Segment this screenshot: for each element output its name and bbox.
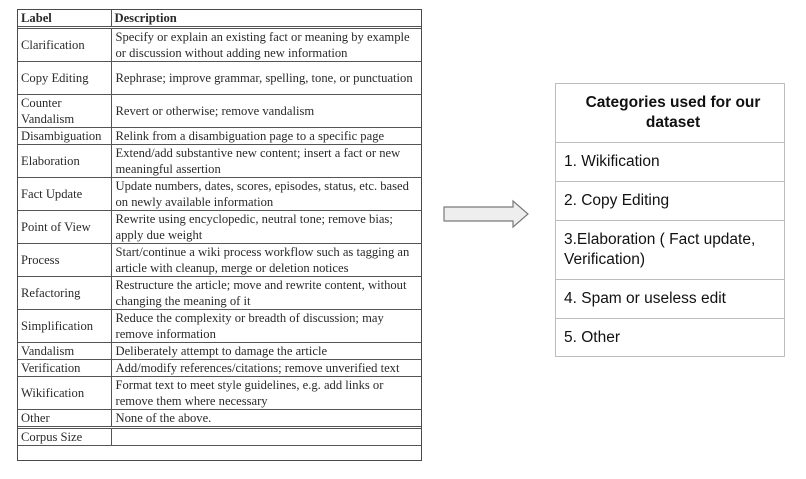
row-label: Fact Update [18, 178, 111, 211]
row-description: Relink from a disambiguation page to a specific page [111, 128, 421, 145]
row-label: Clarification [18, 28, 111, 62]
right-arrow-icon [442, 199, 532, 229]
category-item [556, 280, 784, 319]
category-item [556, 221, 784, 280]
row-label: Elaboration [18, 145, 111, 178]
table-row [18, 377, 421, 410]
category-label: 4. Spam or useless edit [564, 290, 726, 307]
table-row [18, 277, 421, 310]
row-description: Extend/add substantive new content; insert a fact or new meaningful assertion [111, 145, 421, 178]
row-description: Update numbers, dates, scores, episodes, status, etc. based on newly available information [111, 178, 421, 211]
row-description: Rewrite using encyclopedic, neutral tone; remove bias; apply due weight [111, 211, 421, 244]
table-row [18, 178, 421, 211]
row-description: Deliberately attempt to damage the article [111, 343, 421, 360]
table-row [18, 128, 421, 145]
row-label: Other [18, 410, 111, 428]
table-row [18, 360, 421, 377]
row-description: Restructure the article; move and rewrite content, without changing the meaning of it [111, 277, 421, 310]
table-row [18, 244, 421, 277]
table-row [18, 310, 421, 343]
table-row [18, 62, 421, 95]
table-row [18, 343, 421, 360]
row-description: Start/continue a wiki process workflow such as tagging an article with cleanup, merge or deletion notices [111, 244, 421, 277]
category-label: 1. Wikification [564, 153, 660, 170]
header-description: Description [111, 10, 421, 28]
table-row [18, 145, 421, 178]
categories-box [555, 83, 785, 357]
row-description: Reduce the complexity or breadth of discussion; may remove information [111, 310, 421, 343]
category-label: 2. Copy Editing [564, 192, 670, 209]
category-label: 5. Other [564, 328, 620, 346]
row-description: None of the above. [111, 410, 421, 428]
row-description: Format text to meet style guidelines, e.g. add links or remove them where necessary [111, 377, 421, 410]
row-description: Rephrase; improve grammar, spelling, tone, or punctuation [111, 62, 421, 95]
row-description: Add/modify references/citations; remove unverified text [111, 360, 421, 377]
header-label: Label [18, 10, 111, 28]
row-label: Copy Editing [18, 62, 111, 95]
table-row [18, 410, 421, 428]
row-label: Point of View [18, 211, 111, 244]
category-item [556, 319, 784, 356]
row-label: Simplification [18, 310, 111, 343]
row-label: Vandalism [18, 343, 111, 360]
table-header-row [18, 10, 421, 28]
row-label: Wikification [18, 377, 111, 410]
row-description: Specify or explain an existing fact or meaning by example or discussion without adding new information [111, 28, 421, 62]
edit-intention-table [17, 9, 422, 461]
row-description: Revert or otherwise; remove vandalism [111, 95, 421, 128]
table-row [18, 28, 421, 62]
table-row [18, 95, 421, 128]
category-item [556, 143, 784, 182]
category-label: 3.Elaboration ( Fact update, Verification) [564, 231, 769, 268]
category-item [556, 182, 784, 221]
row-label: Disambiguation [18, 128, 111, 145]
corpus-size-label: Corpus Size [18, 428, 111, 446]
table-row [18, 211, 421, 244]
corpus-size-value [111, 428, 421, 446]
row-label: Verification [18, 360, 111, 377]
row-label: Refactoring [18, 277, 111, 310]
categories-title: Categories used for our dataset [556, 84, 784, 143]
row-label: Counter Vandalism [18, 95, 111, 128]
label-description-table [18, 10, 421, 446]
corpus-size-row [18, 428, 421, 446]
row-label: Process [18, 244, 111, 277]
